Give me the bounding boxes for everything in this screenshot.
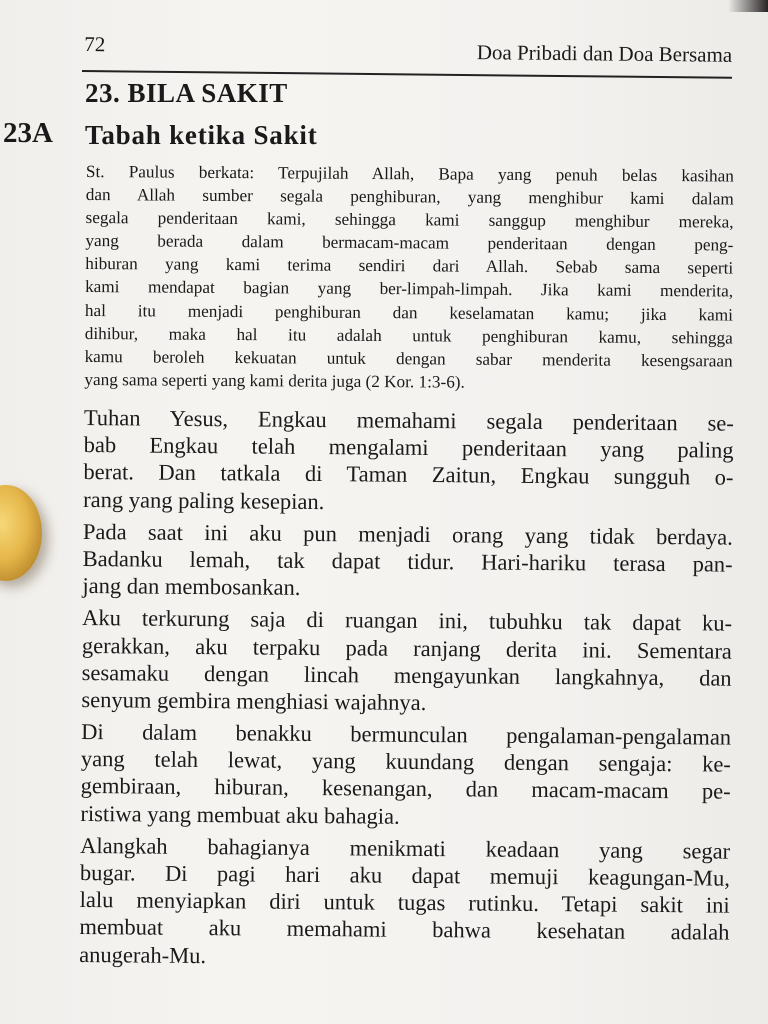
quote-line: kamu beroleh kekuatan untuk dengan sabar menderita kesengsaraan — [84, 346, 733, 371]
section-title: Tabah ketika Sakit — [85, 120, 318, 150]
text-line: membuat aku memahami bahwa kesehatan adalah — [79, 914, 730, 946]
text-line: lalu menyiapkan diri untuk tugas rutinku. Tetapi sakit ini — [79, 887, 730, 918]
quote-line: hiburan yang kami terima sendiri dari Allah. Sebab sama seperti — [85, 254, 734, 278]
paragraph — [82, 518, 733, 605]
quote-line: yang sama seperti yang kami derita juga (2 Kor. 1:3-6). — [84, 369, 465, 392]
chapter-title: 23. BILA SAKIT — [85, 78, 288, 108]
quote-line: segala penderitaan kami, sehingga kami sanggup menghibur mereka, — [85, 208, 734, 232]
paragraph — [83, 404, 734, 518]
text-line: jang dan membosankan. — [82, 573, 301, 601]
page-header — [82, 30, 732, 79]
text-line: Di dalam benakku bermunculan pengalaman-pengalaman — [81, 719, 732, 750]
text-line: rang yang paling kesepian. — [83, 486, 325, 514]
text-line: senyum gembira menghiasi wajahnya. — [81, 686, 427, 715]
text-line: anugerah-Mu. — [79, 941, 207, 968]
quote-line: dihibur, maka hal itu adalah untuk penghiburan kamu, sehingga — [84, 323, 733, 348]
quote-line: dan Allah sumber segala penghiburan, yang menghibur kami dalam — [85, 185, 734, 209]
text-line: Pada saat ini aku pun menjadi orang yang tidak berdaya. — [82, 518, 733, 550]
quote-line: yang berada dalam bermacam-macam penderitaan dengan peng- — [85, 231, 734, 255]
text-line: bugar. Di pagi hari aku dapat memuji keagungan-Mu, — [79, 859, 730, 891]
scripture-quote — [84, 160, 734, 395]
page-number: 72 — [84, 32, 106, 57]
running-title: Doa Pribadi dan Doa Bersama — [476, 40, 733, 67]
text-line: berat. Dan tatkala di Taman Zaitun, Engkau sungguh o- — [83, 459, 734, 491]
text-line: Aku terkurung saja di ruangan ini, tubuhku tak dapat ku- — [82, 605, 733, 636]
text-line: gembiraan, hiburan, kesenangan, dan macam-macam pe- — [80, 773, 731, 805]
text-line: bab Engkau telah mengalami penderitaan yang paling — [83, 432, 734, 463]
quote-line: St. Paulus berkata: Terpujilah Allah, Bapa yang penuh belas kasihan — [85, 161, 734, 186]
quote-line: hal itu menjadi penghiburan dan keselamatan kamu; jika kami — [84, 300, 734, 325]
text-line: gerakkan, aku terpaku pada ranjang derita ini. Sementara — [81, 632, 732, 664]
text-line: sesamaku dengan lincah mengayunkan langkahnya, dan — [81, 659, 732, 691]
paragraph — [79, 832, 730, 974]
text-line: yang telah lewat, yang kuundang dengan sengaja: ke- — [80, 746, 731, 777]
text-line: ristiwa yang membuat aku bahagia. — [80, 800, 400, 829]
prayer-body — [79, 404, 734, 978]
page-edge-shadow — [728, 0, 768, 12]
text-line: Alangkah bahagianya menikmati keadaan yang segar — [80, 832, 731, 864]
quote-line: kami mendapat bagian yang ber-limpah-limpah. Jika kami menderita, — [85, 277, 734, 301]
thumb-holding-page — [0, 485, 42, 581]
paragraph — [80, 718, 731, 832]
paragraph — [81, 604, 732, 718]
section-number: 23A — [3, 117, 53, 149]
text-line: Tuhan Yesus, Engkau memahami segala penderitaan se- — [83, 404, 734, 436]
text-line: Badanku lemah, tak dapat tidur. Hari-hariku terasa pan- — [82, 545, 733, 577]
